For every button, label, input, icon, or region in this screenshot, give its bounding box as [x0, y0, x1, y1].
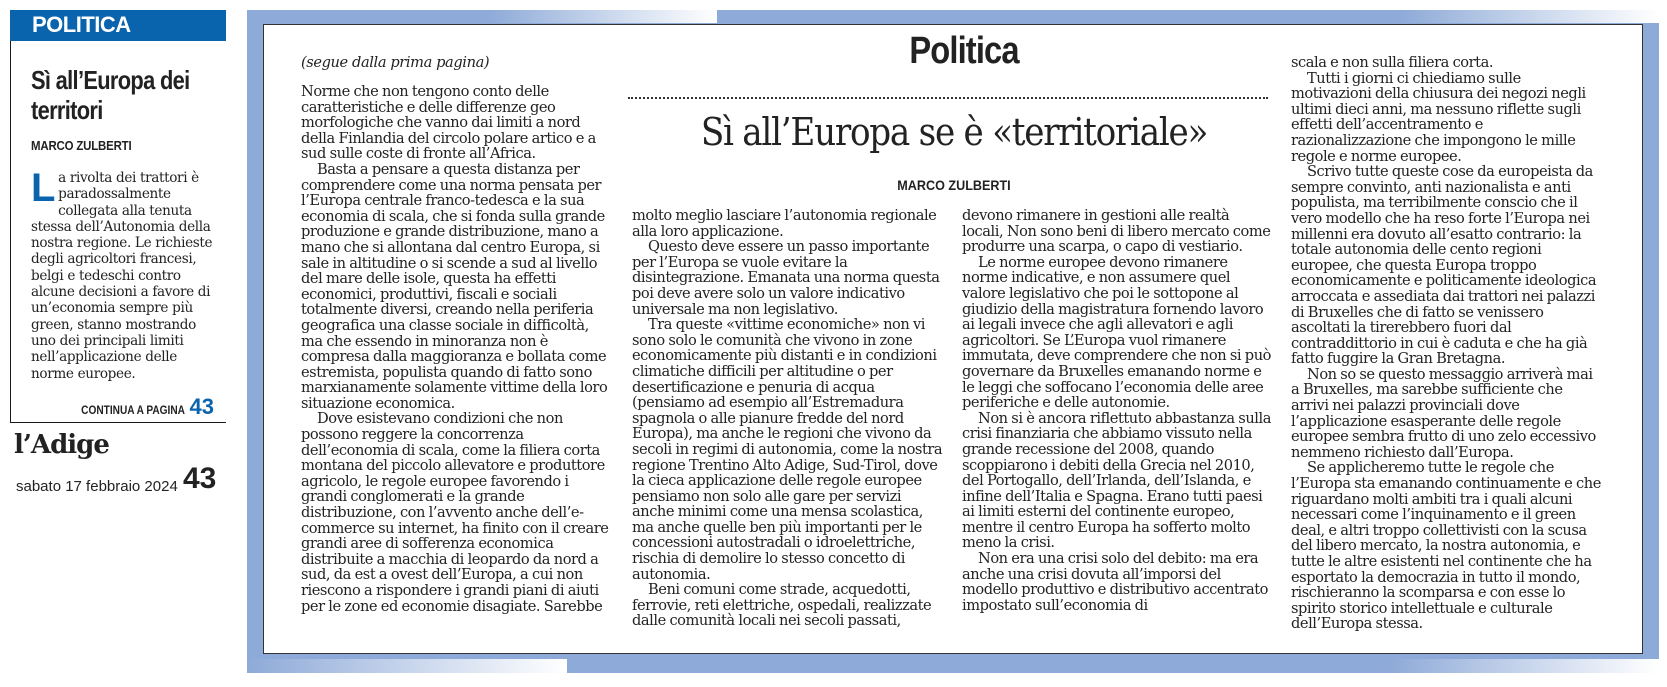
continue-reference [67, 394, 214, 420]
section-tab: POLITICA [10, 10, 226, 41]
paragraph: Non era una crisi solo del debito: ma era anche una crisi dovuta all’imporsi del modello produttivo e distributivo accentrato impostato sull’economia di [962, 550, 1268, 614]
paragraph: scala e non sulla filiera corta. [1291, 54, 1494, 71]
teaser-body: a rivolta dei trattori è paradossalmente collegata alla tenuta stessa dell’Autonomia della nostra regione. Le richieste degli agricoltori francesi, belgi e tedeschi contro alcune decisioni a favore di un’economia sempre più green, stanno mostrando uno dei principali limiti nell’applicazione delle norme europee. [31, 170, 213, 382]
paragraph: Non si è ancora riflettuto abbastanza sulla crisi finanziaria che abbiamo vissuto nella grande recessione del 2008, quando scoppiarono i debiti della Grecia nel 2010, del Portogallo, dell’Irlanda, dell’Islanda, e infine dell’Italia e Spagna. Erano tutti paesi ai limiti esterni del continente europeo, mentre il centro Europa ha sofferto molto meno la crisi. [962, 409, 1271, 552]
paragraph: molto meglio lasciare l’autonomia regionale alla loro applicazione. [632, 207, 937, 240]
continued-note: (segue dalla prima pagina) [301, 54, 490, 71]
front-page-teaser [10, 10, 226, 423]
paragraph: Non so se questo messaggio arriverà mai a Bruxelles, ma sarebbe sufficiente che arrivi nei palazzi provinciali dove l’applicazione esasperante delle regole europee sembra frutto di uno zelo eccessivo nemmeno richiesto dall’Europa. [1291, 365, 1596, 461]
continue-label: CONTINUA A PAGINA [80, 405, 185, 417]
paragraph: Basta a pensare a questa distanza per comprendere come una norma pensata per l’Europa centrale franco-tedesca e la sua economia di scala, che si fonda sulla grande produzione e grande distribuzione, mano a mano che si allontana dal centro Europa, si sale in altitudine o si scende a sud al livello del mare delle isole, questa ha effetti economici, produttivi, fiscali e sociali totalmente diversi, creando nella periferia geografica una classe sociale in difficoltà, ma che essendo in minoranza non è compresa dalla maggioranza e bollata come estremista, populista quando di fatto sono marxianamente solamente vittime della loro situazione economica. [301, 160, 608, 412]
teaser-text [31, 166, 218, 382]
article-section-title: Politica [909, 30, 1019, 72]
article-headline: Sì all’Europa se è «territoriale» [700, 110, 1208, 154]
article-column-2 [632, 208, 944, 629]
article-column-3 [962, 208, 1274, 613]
newspaper-logo: l’Adige [14, 430, 109, 460]
paragraph: devono rimanere in gestioni alle realtà locali, Non sono beni di libero mercato come produrre una scarpa, o capo di vestiario. [962, 207, 1271, 256]
continue-page-number: 43 [189, 394, 214, 419]
frame-gradient-bottom-right [1389, 659, 1659, 673]
frame-gradient-top-right [1399, 10, 1659, 23]
page-number: 43 [183, 462, 217, 495]
teaser-title: Sì all’Europa dei territori [31, 65, 190, 125]
paragraph: Beni comuni come strade, acquedotti, ferrovie, reti elettriche, ospedali, realizzate dalle comunità locali nei secoli passati, [632, 581, 932, 630]
teaser-box [10, 41, 226, 423]
frame-gradient-top-left [487, 10, 717, 23]
article-column-1 [301, 84, 613, 614]
paragraph: Scrivo tutte queste cose da europeista da sempre convinto, anti nazionalista e anti populista, ma terribilmente conscio che il vero modello che ha reso forte l’Europa nei millenni era dovuto all’esatto contrario: la totale autonomia delle cento regioni europee, che questa Europa troppo economicamente e politicamente ideologica arroccata e assediata dai trattori nei palazzi di Bruxelles che di fatto se venissero ascoltati la tirerebbero fuori dal contraddittorio in cui è caduta e che ha già fatto fuggire la Gran Bretagna. [1291, 163, 1597, 368]
issue-date: sabato 17 febbraio 2024 [16, 478, 178, 495]
paragraph: Questo deve essere un passo importante per l’Europa se vuole evitare la disintegrazione. Emanata una norma questa poi deve avere solo un valore indicativo universale ma non legislativo. [632, 238, 940, 318]
paragraph: Tra queste «vittime economiche» non vi sono solo le comunità che vivono in zone economicamente più distanti e in condizioni climatiche difficili per altitudine o per desertificazione e penuria di acqua (pensiamo ad esempio all’Estremadura spagnola o alle pianure fredde del nord Europa), ma anche le regioni che vivono da secoli in regimi di autonomia, come la nostra regione Trentino Alto Adige, Sud-Tirol, dove la cieca applicazione delle regole europee pensiamo non solo alle gare per servizi anche minimi come una mensa scolastica, ma anche quelle ben più importanti per le concessioni autostradali o idroelettriche, rischia di demolire lo stesso concetto di autonomia. [632, 316, 943, 583]
article-byline: MARCO ZULBERTI [897, 177, 1011, 193]
dotted-divider [628, 97, 1268, 99]
article-column-4 [1291, 55, 1603, 632]
teaser-dropcap: L [31, 166, 56, 210]
paragraph: Se applicheremo tutte le regole che l’Europa sta emanando continuamente e che riguardano molti ambiti tra i quali alcuni necessari come l’inquinamento e il green deal, e altri troppo collettivisti con la scusa del libero mercato, la nostra autonomia, e tutte le altre esistenti nel continente che ha esportato la democrazia in tutto il mondo, rischieranno la scomparsa e con esse lo spirito storico intellettuale e culturale dell’Europa stessa. [1291, 459, 1601, 633]
paragraph: Tutti i giorni ci chiediamo sulle motivazioni della chiusura dei negozi negli ultimi dieci anni, ma nessuno riflette sugli effetti dell’accentramento e razionalizzazione che impongono le mille regole e norme europee. [1291, 69, 1586, 165]
paragraph: Norme che non tengono conto delle caratteristiche e delle differenze geo morfologiche che vanno dai limiti a nord della Finlandia del circolo polare artico e a sud sulle coste di fronte all’Africa. [301, 83, 596, 163]
teaser-author: MARCO ZULBERTI [31, 138, 132, 153]
paragraph: Dove esistevano condizioni che non possono reggere la concorrenza dell’economia di scala, come la filiera corta montana del piccolo allevatore e produttore agricolo, le regole europee favorendo i grandi conglomerati e la grande distribuzione, con l’avvento anche dell’e-commerce su internet, ha finito con il creare grandi aree di sofferenza economica distribuite a macchia di leopardo da nord a sud, da est a ovest dell’Europa, a cui non riescono a rispondere i grandi piani di aiuti per le zone ed economie disagiate. Sarebbe [301, 410, 609, 615]
frame-gradient-bottom-left [247, 659, 567, 673]
paragraph: Le norme europee devono rimanere norme indicative, e non assumere quel valore legislativo che poi le sottopone al giudizio della magistratura fornendo lavoro ai legali invece che agli allevatori e agli agricoltori. Se L’Europa vuol rimanere immutata, deve comprendere che non si può governare da Bruxelles emanando norme e le leggi che soffocano l’economia delle aree periferiche e delle autonomie. [962, 253, 1271, 412]
